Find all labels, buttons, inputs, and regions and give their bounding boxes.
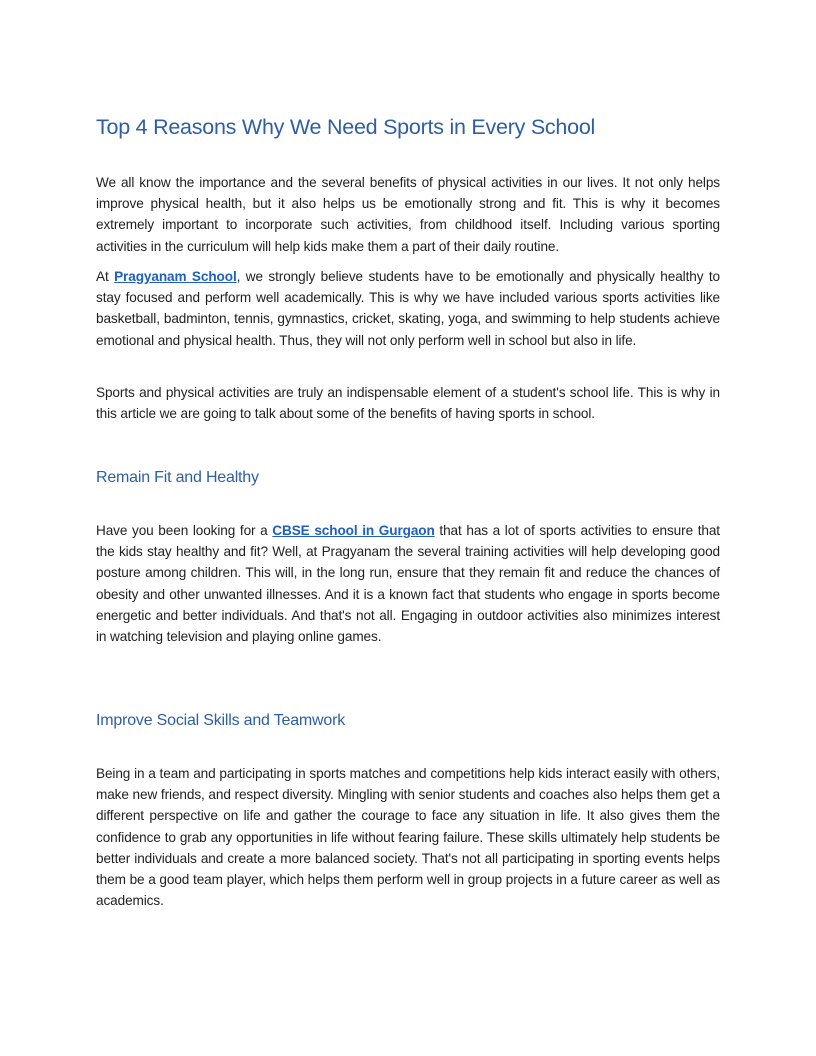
article-title: Top 4 Reasons Why We Need Sports in Every School bbox=[96, 115, 596, 139]
section-body-fit-healthy-lead: Have you been looking for a bbox=[96, 523, 273, 538]
intro-paragraph-2-rest: , we strongly believe students have to be emotionally and physically healthy to stay focused and perform well academically. This is why we have included various sports activities like basketball, badminton, tennis, gymnastics, cricket, skating, yoga, and swimming to help students achieve emotional and physical health. Thus, they will not only perform well in school but also in life. bbox=[96, 269, 720, 348]
intro-paragraph-2-lead: At bbox=[96, 269, 115, 284]
pragyanam-school-link[interactable]: Pragyanam School bbox=[114, 269, 237, 284]
section-heading-fit-healthy: Remain Fit and Healthy bbox=[96, 469, 259, 486]
section-body-fit-healthy-rest: that has a lot of sports activities to ensure that the kids stay healthy and fit? Well, at Pragyanam the several training activities will help developing good posture among children. This will, in the long run, ensure that they remain fit and reduce the chances of obesity and other unwanted illnesses. And it is a known fact that students who engage in sports become energetic and better individuals. And that's not all. Engaging in outdoor activities also minimizes interest in watching television and playing online games. bbox=[96, 523, 720, 645]
intro-paragraph-3: Sports and physical activities are truly an indispensable element of a student's school life. This is why in this article we are going to talk about some of the benefits of having sports in school. bbox=[96, 385, 720, 422]
intro-paragraph-2 bbox=[96, 266, 720, 351]
section-body-fit-healthy bbox=[96, 520, 720, 647]
cbse-school-gurgaon-link[interactable]: CBSE school in Gurgaon bbox=[272, 523, 435, 538]
intro-paragraph-1: We all know the importance and the several benefits of physical activities in our lives. It not only helps improve physical health, but it also helps us be emotionally strong and fit. This is why it becomes extremely important to incorporate such activities, from childhood itself. Including various sporting activities in the curriculum will help kids make them a part of their daily routine. bbox=[96, 175, 720, 254]
section-heading-social-skills: Improve Social Skills and Teamwork bbox=[96, 712, 346, 729]
section-body-social-skills: Being in a team and participating in sports matches and competitions help kids interact easily with others, make new friends, and respect diversity. Mingling with senior students and coaches also helps them get a different perspective on life and gather the courage to face any situation in life. It also gives them the confidence to grab any opportunities in life without fearing failure. These skills ultimately help students be better individuals and create a more balanced society. That's not all participating in sporting events helps them be a good team player, which helps them perform well in group projects in a future career as well as academics. bbox=[96, 766, 720, 909]
